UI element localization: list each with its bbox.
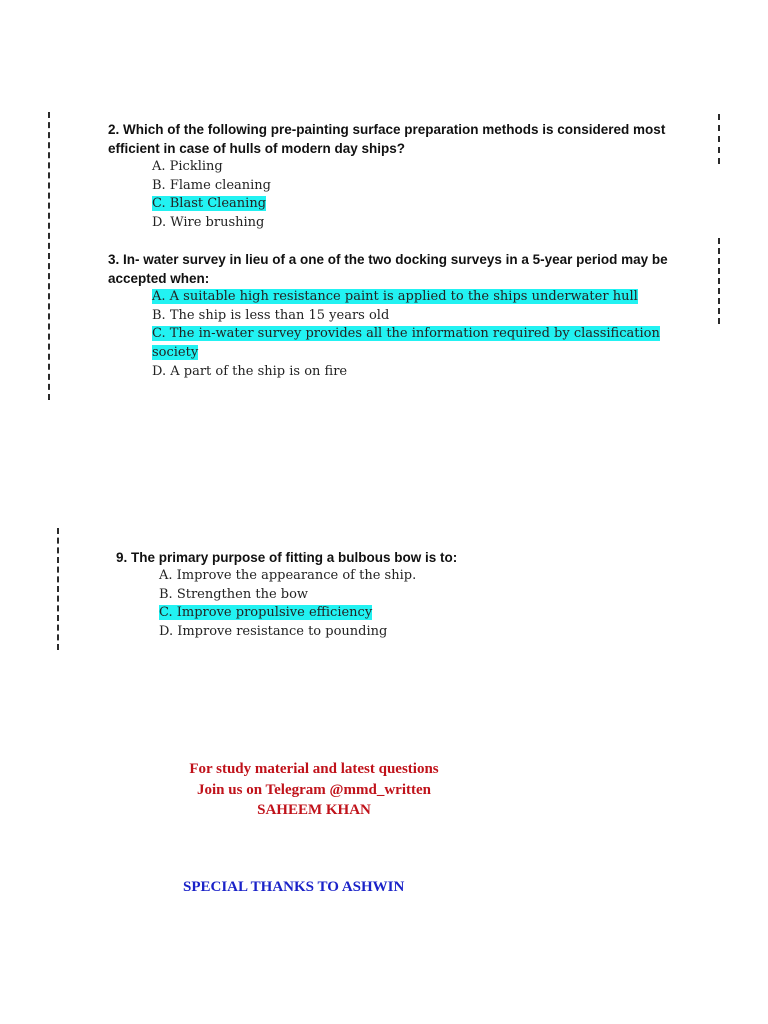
question-text [116, 548, 676, 567]
question-text [108, 120, 708, 158]
option-a: A. Improve the appearance of the ship. [159, 568, 417, 583]
right-margin-dashed-line [718, 114, 720, 164]
option-a-correct [152, 288, 708, 307]
question-block [116, 548, 676, 642]
option-a: A. Pickling [152, 159, 223, 174]
right-margin-dashed-line [718, 238, 720, 324]
question-block [108, 250, 708, 382]
promo-footer [164, 759, 464, 821]
question-line: accepted when: [108, 271, 210, 286]
option-c-correct [152, 195, 708, 214]
option-b: B. The ship is less than 15 years old [152, 307, 390, 323]
option-b: B. Flame cleaning [152, 177, 272, 193]
question-text [108, 250, 708, 288]
options-list [152, 288, 708, 382]
footer-author: SAHEEM KHAN [257, 802, 371, 818]
answer-highlight: C. Improve propulsive efficiency [159, 605, 373, 621]
footer-line-study-material: For study material and latest questions [189, 761, 439, 777]
question-line: 3. In- water survey in lieu of a one of the two docking surveys in a 5-year period may be [108, 252, 668, 267]
option-d: D. A part of the ship is on fire [152, 363, 348, 379]
options-list [152, 158, 708, 233]
special-thanks: SPECIAL THANKS TO ASHWIN [183, 879, 405, 895]
question-line: efficient in case of hulls of modern day ships? [108, 141, 406, 156]
answer-highlight: A. A suitable high resistance paint is applied to the ships underwater hull [152, 289, 638, 304]
option-b: B. Strengthen the bow [159, 586, 309, 602]
answer-highlight: C. Blast Cleaning [152, 196, 267, 212]
option-c-correct-continued [152, 344, 708, 363]
question-line: 9. The primary purpose of fitting a bulbous bow is to: [116, 550, 458, 565]
question-line: 2. Which of the following pre-painting surface preparation methods is considered most [108, 122, 666, 137]
answer-highlight: society [152, 345, 199, 361]
option-d: D. Improve resistance to pounding [159, 624, 388, 640]
options-list [159, 567, 676, 642]
footer-line-telegram: Join us on Telegram @mmd_written [197, 781, 431, 798]
option-d: D. Wire brushing [152, 215, 265, 231]
left-margin-dashed-line [48, 112, 50, 400]
option-c-correct [159, 604, 676, 623]
option-c-correct [152, 325, 708, 344]
question-block [108, 120, 708, 233]
answer-highlight: C. The in-water survey provides all the information required by classification [152, 326, 660, 342]
left-margin-dashed-line [57, 528, 59, 650]
